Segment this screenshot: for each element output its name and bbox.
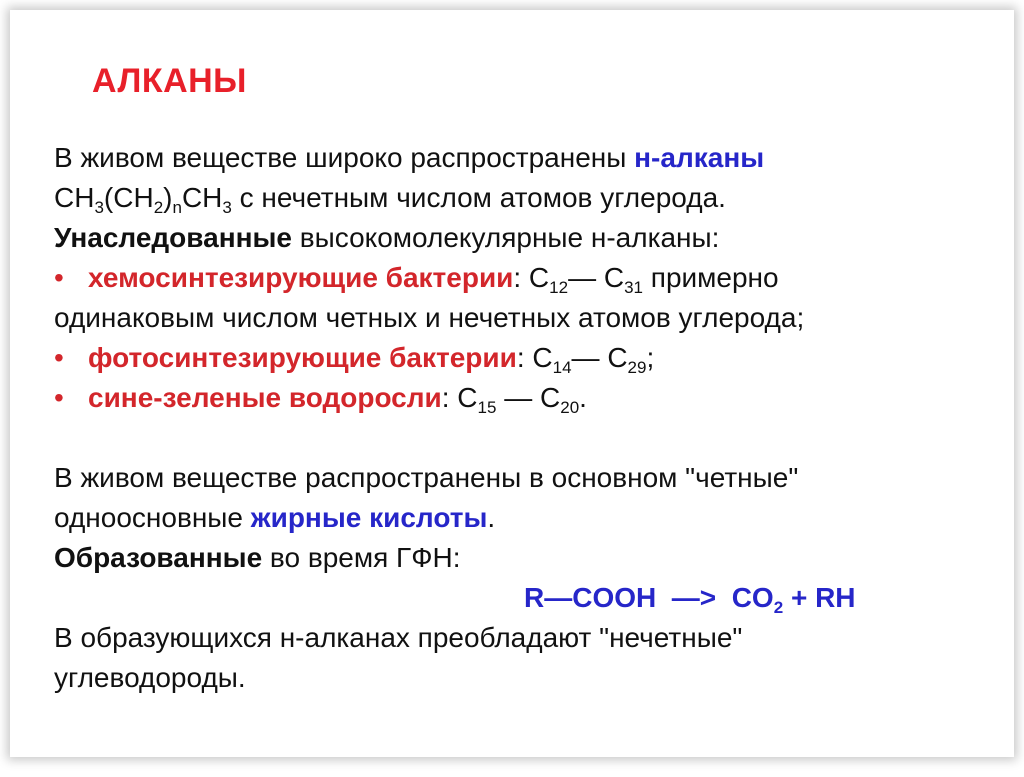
subscript: 3 [222,198,232,217]
subscript: n [172,198,182,217]
bullet-icon: • [54,342,64,373]
paragraph-inherited [54,218,994,258]
text: одноосновные [54,502,251,533]
text: В живом веществе широко распространены [54,142,635,173]
subscript: 3 [94,198,104,217]
paragraph-fatty-acids: В живом веществе распространены в основном "четные" [54,462,799,493]
text: высокомолекулярные н-алканы: [292,222,720,253]
spacer [54,418,994,458]
text: : C [513,262,550,293]
slide-title: АЛКАНЫ [92,62,247,100]
paragraph-odd-cont: углеводороды. [54,662,246,693]
bold-term: Унаследованные [54,222,292,253]
bullet-item [54,258,994,298]
bullet-icon: • [54,382,64,413]
highlight-n-alkanes: н-алканы [634,142,765,173]
subscript: 2 [153,198,164,217]
bullet-term: сине-зеленые водоросли [88,382,442,413]
slide-body [54,138,994,698]
formula-right: + RH [783,582,856,613]
subscript: 15 [477,398,497,417]
formula-part: CH [181,182,223,213]
formula-part: CH [54,182,95,213]
text: : C [516,342,553,373]
bullet-continuation: одинаковым числом четных и нечетных атомов углерода; [54,302,805,333]
paragraph-formed [54,538,994,578]
bullet-term: хемосинтезирующие бактерии [88,262,514,293]
text: . [487,502,496,533]
text: . [579,382,587,413]
formula-part: ) [163,182,173,213]
formula-part: (CH [103,182,154,213]
paragraph-fatty-acids-cont [54,498,994,538]
text: с нечетным числом атомов углерода. [231,182,726,213]
highlight-fatty-acids: жирные кислоты [250,502,488,533]
subscript: 2 [773,598,784,617]
subscript: 20 [560,398,580,417]
text: ; [646,342,655,373]
text: : C [441,382,478,413]
subscript: 29 [627,358,647,377]
bold-term: Образованные [54,542,263,573]
subscript: 31 [624,278,643,297]
text: во время ГФН: [262,542,461,573]
formula-line [54,178,994,218]
slide [10,10,1014,757]
bullet-item [54,338,994,378]
text: — C [571,342,628,373]
bullet-term: фотосинтезирующие бактерии [88,342,517,373]
text: — C [496,382,561,413]
bullet-item [54,378,994,418]
bullet-icon: • [54,262,64,293]
formula-left: R—COOH —> CO [524,582,774,613]
paragraph-n-alkanes [54,138,994,178]
subscript: 14 [552,358,572,377]
text: примерно [643,262,779,293]
text: — C [568,262,625,293]
paragraph-odd: В образующихся н-алканах преобладают "нечетные" [54,622,743,653]
reaction-formula [54,578,994,618]
subscript: 12 [549,278,569,297]
